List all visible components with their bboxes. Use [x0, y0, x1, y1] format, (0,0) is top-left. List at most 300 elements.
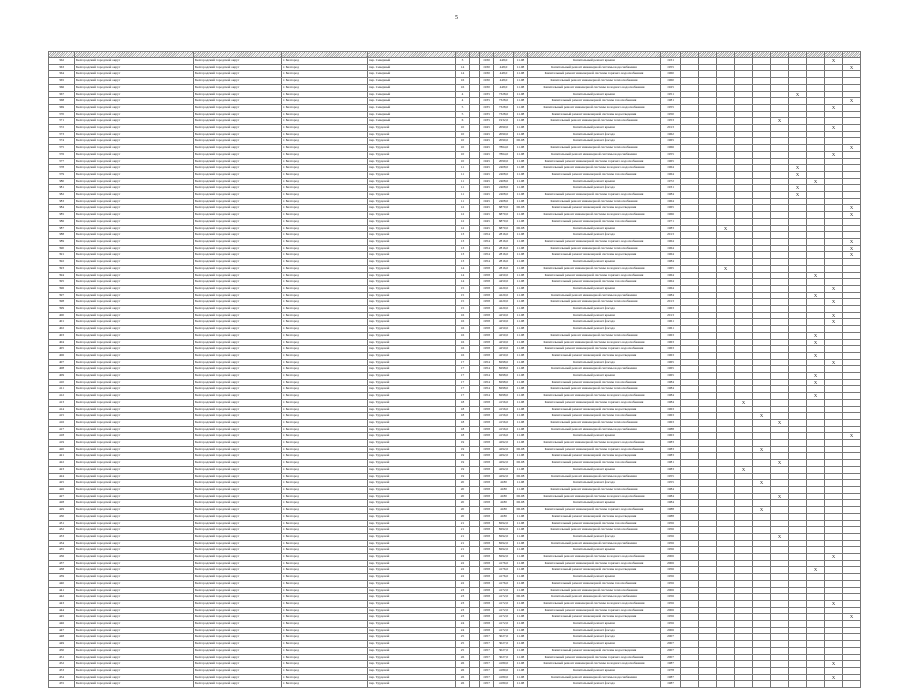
mark-cell	[681, 285, 699, 292]
table-cell: Капитальный ремонт фасада	[528, 627, 661, 634]
table-cell	[470, 84, 480, 91]
table-cell: 436	[49, 554, 75, 561]
table-cell: г. Белгород	[282, 218, 368, 225]
mark-cell	[681, 373, 699, 380]
mark-cell	[681, 607, 699, 614]
table-cell: 416	[49, 419, 75, 426]
table-cell: 19	[456, 473, 470, 480]
table-cell: 11.08	[514, 513, 528, 520]
table-cell: 427	[49, 493, 75, 500]
mark-cell	[699, 386, 717, 393]
table-cell	[470, 245, 480, 252]
mark-cell	[771, 560, 789, 567]
table-cell: 23	[456, 614, 470, 621]
mark-cell	[699, 212, 717, 219]
table-cell: Белгородский городской округ	[75, 171, 194, 178]
table-cell	[470, 111, 480, 118]
table-cell: пер. Трудовой	[368, 460, 456, 467]
table-cell: Белгородский городской округ	[194, 413, 282, 420]
table-cell	[470, 218, 480, 225]
mark-cell	[843, 379, 861, 386]
mark-cell	[843, 225, 861, 232]
table-cell: 1954	[480, 393, 494, 400]
table-cell: 25	[456, 647, 470, 654]
table-cell: Белгородский городской округ	[75, 647, 194, 654]
mark-cell	[699, 667, 717, 674]
mark-cell	[699, 621, 717, 628]
mark-cell: X	[717, 265, 735, 272]
mark-cell	[753, 560, 771, 567]
table-cell: 7864,0	[494, 151, 514, 158]
mark-cell	[843, 641, 861, 648]
table-cell	[470, 78, 480, 85]
mark-cell: X	[717, 225, 735, 232]
table-cell: 1945	[480, 151, 494, 158]
mark-cell	[735, 500, 753, 507]
table-cell: Белгородский городской округ	[75, 359, 194, 366]
mark-cell	[735, 346, 753, 353]
table-cell: г. Белгород	[282, 131, 368, 138]
table-cell: Белгородский городской округ	[75, 104, 194, 111]
table-cell: 400	[49, 312, 75, 319]
table-cell: 367	[49, 91, 75, 98]
table-cell	[470, 681, 480, 688]
table-cell	[470, 661, 480, 668]
table-cell: г. Белгород	[282, 64, 368, 71]
table-cell	[470, 440, 480, 447]
table-cell: г. Белгород	[282, 352, 368, 359]
mark-cell: X	[807, 373, 825, 380]
mark-cell: X	[843, 205, 861, 212]
table-cell: Белгородский городской округ	[75, 78, 194, 85]
mark-cell	[717, 607, 735, 614]
table-cell: 1957	[480, 661, 494, 668]
table-cell: Белгородский городской округ	[194, 198, 282, 205]
table-cell	[470, 641, 480, 648]
mark-cell	[843, 554, 861, 561]
table-cell: 06.08	[514, 225, 528, 232]
table-row	[49, 279, 861, 286]
table-cell: 445	[49, 614, 75, 621]
mark-cell	[771, 627, 789, 634]
table-cell: 11.08	[514, 580, 528, 587]
table-cell	[470, 259, 480, 266]
mark-cell	[807, 487, 825, 494]
mark-cell	[735, 574, 753, 581]
mark-cell: X	[771, 533, 789, 540]
mark-cell	[735, 433, 753, 440]
table-cell: 1954	[480, 232, 494, 239]
table-cell: Капитальный ремонт инженерной системы теплоснабжения	[528, 145, 661, 152]
table-cell: Белгородский городской округ	[75, 212, 194, 219]
mark-cell	[753, 151, 771, 158]
mark-cell: X	[789, 192, 807, 199]
table-cell: 376	[49, 151, 75, 158]
table-cell: 1958	[480, 453, 494, 460]
mark-cell	[717, 111, 735, 118]
table-cell: пер. Трудовой	[368, 399, 456, 406]
table-cell: 14	[456, 279, 470, 286]
mark-cell	[789, 466, 807, 473]
table-cell: пер. Северный	[368, 71, 456, 78]
table-cell: 366	[49, 84, 75, 91]
table-cell: Белгородский городской округ	[75, 413, 194, 420]
mark-cell	[807, 661, 825, 668]
table-cell: Белгородский городской округ	[75, 91, 194, 98]
mark-cell	[807, 78, 825, 85]
mark-cell	[717, 352, 735, 359]
table-cell	[470, 359, 480, 366]
table-cell: 06.08	[514, 473, 528, 480]
table-cell: Капитальный ремонт инженерной системы газоснабжения	[528, 171, 661, 178]
mark-cell	[825, 279, 843, 286]
mark-cell	[681, 399, 699, 406]
table-cell: 22	[456, 567, 470, 574]
table-cell: 11.08	[514, 91, 528, 98]
mark-cell	[717, 641, 735, 648]
mark-cell	[681, 480, 699, 487]
mark-cell	[717, 647, 735, 654]
table-cell: 1930	[480, 78, 494, 85]
mark-cell	[789, 232, 807, 239]
table-cell: 6870,0	[494, 225, 514, 232]
table-cell: 13	[456, 232, 470, 239]
table-cell: Белгородский городской округ	[194, 373, 282, 380]
mark-cell	[753, 71, 771, 78]
mark-cell: X	[807, 272, 825, 279]
table-cell: 6870,0	[494, 218, 514, 225]
mark-cell: X	[807, 393, 825, 400]
table-cell: пер. Трудовой	[368, 487, 456, 494]
table-cell: 1964	[661, 238, 681, 245]
table-cell: 408	[49, 366, 75, 373]
mark-cell	[807, 218, 825, 225]
table-cell: 2007	[661, 641, 681, 648]
table-cell: Белгородский городской округ	[75, 64, 194, 71]
mark-cell	[681, 192, 699, 199]
table-cell: Белгородский городской округ	[194, 185, 282, 192]
table-cell: 1958	[480, 540, 494, 547]
mark-cell	[699, 533, 717, 540]
table-cell: г. Белгород	[282, 171, 368, 178]
table-cell: 1931	[661, 58, 681, 65]
mark-cell	[843, 647, 861, 654]
table-cell	[470, 98, 480, 105]
mark-cell	[771, 674, 789, 681]
mark-cell	[717, 252, 735, 259]
mark-cell	[717, 366, 735, 373]
table-cell: 374	[49, 138, 75, 145]
table-cell: 454	[49, 674, 75, 681]
table-row	[49, 681, 861, 688]
table-cell	[470, 198, 480, 205]
mark-cell	[825, 245, 843, 252]
mark-cell	[807, 607, 825, 614]
mark-cell	[699, 78, 717, 85]
table-cell: 1958	[480, 426, 494, 433]
table-cell: Капитальный ремонт инженерной системы водоотведения	[528, 614, 661, 621]
table-cell	[470, 554, 480, 561]
table-cell: Капитальный ремонт инженерной системы холодного водоснабжения	[528, 554, 661, 561]
table-cell: 11.08	[514, 292, 528, 299]
table-cell: Белгородский городской округ	[75, 98, 194, 105]
table-cell: Белгородский городской округ	[194, 647, 282, 654]
table-cell: 1961	[661, 326, 681, 333]
table-cell: 2816,0	[494, 245, 514, 252]
mark-cell	[771, 64, 789, 71]
table-cell: Белгородский городской округ	[194, 641, 282, 648]
table-cell: 1963	[661, 346, 681, 353]
table-cell	[470, 272, 480, 279]
mark-cell	[735, 406, 753, 413]
table-cell: Белгородский городской округ	[75, 118, 194, 125]
table-cell	[470, 279, 480, 286]
table-cell	[470, 654, 480, 661]
mark-cell	[825, 379, 843, 386]
table-row	[49, 386, 861, 393]
mark-cell	[843, 259, 861, 266]
mark-cell	[681, 111, 699, 118]
mark-cell	[717, 171, 735, 178]
mark-cell	[699, 58, 717, 65]
table-cell: 11.08	[514, 627, 528, 634]
table-cell: 11.08	[514, 661, 528, 668]
table-cell: Белгородский городской округ	[75, 567, 194, 574]
mark-cell	[771, 527, 789, 534]
mark-cell	[681, 453, 699, 460]
table-cell: 21	[456, 540, 470, 547]
table-cell: г. Белгород	[282, 192, 368, 199]
table-cell: пер. Трудовой	[368, 366, 456, 373]
table-cell: 14	[456, 64, 470, 71]
table-cell: Белгородский городской округ	[75, 480, 194, 487]
table-cell: Капитальный ремонт фасада	[528, 319, 661, 326]
mark-cell	[717, 466, 735, 473]
table-cell: 455	[49, 681, 75, 688]
mark-cell	[807, 574, 825, 581]
table-cell	[470, 574, 480, 581]
mark-cell	[843, 171, 861, 178]
table-cell: 2090,0	[494, 125, 514, 132]
mark-cell	[753, 406, 771, 413]
mark-cell	[753, 466, 771, 473]
table-cell: Белгородский городской округ	[75, 111, 194, 118]
table-cell: Белгородский городской округ	[194, 306, 282, 313]
table-cell: 11.08	[514, 326, 528, 333]
table-cell: пер. Трудовой	[368, 306, 456, 313]
mark-cell	[735, 306, 753, 313]
mark-cell: X	[843, 238, 861, 245]
mark-cell	[807, 406, 825, 413]
table-cell: Белгородский городской округ	[194, 607, 282, 614]
table-cell: 11.08	[514, 64, 528, 71]
mark-cell	[717, 453, 735, 460]
table-cell: пер. Трудовой	[368, 171, 456, 178]
mark-cell	[717, 379, 735, 386]
table-cell: Капитальный ремонт фасада	[528, 480, 661, 487]
mark-cell	[735, 480, 753, 487]
table-cell: Белгородский городской округ	[75, 312, 194, 319]
table-cell	[470, 252, 480, 259]
table-cell: 1954	[480, 373, 494, 380]
table-cell: 4172,0	[494, 594, 514, 601]
table-cell: Белгородский городской округ	[194, 145, 282, 152]
mark-cell	[717, 661, 735, 668]
mark-cell	[789, 453, 807, 460]
table-cell: 11.08	[514, 614, 528, 621]
table-row	[49, 225, 861, 232]
mark-cell	[699, 466, 717, 473]
table-cell: Белгородский городской округ	[194, 399, 282, 406]
mark-cell	[843, 426, 861, 433]
mark-cell	[789, 359, 807, 366]
table-cell: 434	[49, 540, 75, 547]
table-row	[49, 212, 861, 219]
table-cell: 11.08	[514, 78, 528, 85]
mark-cell	[735, 138, 753, 145]
table-cell: 1958	[480, 399, 494, 406]
table-cell: 423	[49, 466, 75, 473]
mark-cell	[699, 426, 717, 433]
table-cell: 365	[49, 78, 75, 85]
mark-cell	[681, 433, 699, 440]
mark-cell	[789, 527, 807, 534]
table-cell: Белгородский городской округ	[194, 205, 282, 212]
mark-cell	[753, 373, 771, 380]
mark-cell	[699, 111, 717, 118]
table-cell: 11	[456, 171, 470, 178]
mark-cell	[681, 232, 699, 239]
mark-cell	[735, 654, 753, 661]
table-cell: Капитальный ремонт инженерной системы газоснабжения	[528, 279, 661, 286]
mark-cell	[825, 339, 843, 346]
mark-cell	[717, 473, 735, 480]
table-cell: 6	[456, 118, 470, 125]
table-cell	[470, 453, 480, 460]
mark-cell	[681, 332, 699, 339]
table-cell: Белгородский городской округ	[194, 346, 282, 353]
mark-cell	[681, 238, 699, 245]
table-cell: 1930	[480, 71, 494, 78]
mark-cell	[699, 198, 717, 205]
table-cell: 06.08	[514, 500, 528, 507]
table-cell	[470, 346, 480, 353]
table-cell: Капитальный ремонт инженерной системы теплоснабжения	[528, 78, 661, 85]
table-cell: Белгородский городской округ	[75, 84, 194, 91]
table-cell: Белгородский городской округ	[194, 178, 282, 185]
mark-cell	[807, 473, 825, 480]
mark-cell	[843, 473, 861, 480]
mark-cell	[807, 285, 825, 292]
mark-cell	[807, 192, 825, 199]
table-cell: Капитальный ремонт инженерной системы водоотведения	[528, 647, 661, 654]
table-cell: г. Белгород	[282, 285, 368, 292]
table-row	[49, 299, 861, 306]
mark-cell	[825, 480, 843, 487]
mark-cell	[843, 621, 861, 628]
table-cell: 4220,0	[494, 285, 514, 292]
table-cell: 1935	[480, 91, 494, 98]
table-cell: 390	[49, 245, 75, 252]
mark-cell	[699, 332, 717, 339]
table-row	[49, 84, 861, 91]
table-cell: Белгородский городской округ	[75, 654, 194, 661]
mark-cell	[807, 118, 825, 125]
table-cell: пер. Трудовой	[368, 446, 456, 453]
table-cell: 1963	[661, 306, 681, 313]
table-cell: Белгородский городской округ	[194, 366, 282, 373]
mark-cell	[699, 433, 717, 440]
mark-cell	[807, 71, 825, 78]
table-cell: 11.08	[514, 540, 528, 547]
mark-cell	[681, 520, 699, 527]
table-cell: г. Белгород	[282, 634, 368, 641]
mark-cell	[825, 647, 843, 654]
table-cell: Белгородский городской округ	[194, 460, 282, 467]
table-cell: 1988	[661, 426, 681, 433]
table-cell: 1958	[480, 574, 494, 581]
table-cell: 19	[456, 466, 470, 473]
mark-cell	[699, 641, 717, 648]
mark-cell	[717, 185, 735, 192]
mark-cell: X	[843, 98, 861, 105]
mark-cell	[735, 185, 753, 192]
table-cell: 4180,0	[494, 667, 514, 674]
mark-cell	[735, 178, 753, 185]
table-cell: 4172,0	[494, 587, 514, 594]
mark-cell	[771, 621, 789, 628]
table-cell: Белгородский городской округ	[194, 574, 282, 581]
mark-cell	[681, 104, 699, 111]
mark-cell	[699, 292, 717, 299]
table-cell: Капитальный ремонт фасада	[528, 131, 661, 138]
table-cell: 4156,0	[494, 413, 514, 420]
table-cell: 4250,0	[494, 326, 514, 333]
table-cell: Капитальный ремонт инженерной системы холодного водоснабжения	[528, 212, 661, 219]
mark-cell	[843, 446, 861, 453]
table-cell: Белгородский городской округ	[75, 440, 194, 447]
mark-cell	[735, 647, 753, 654]
mark-cell	[681, 446, 699, 453]
mark-cell	[753, 58, 771, 65]
mark-cell	[717, 205, 735, 212]
table-cell: Капитальный ремонт инженерной системы водоснабжения	[528, 151, 661, 158]
mark-cell	[735, 560, 753, 567]
table-cell: г. Белгород	[282, 393, 368, 400]
mark-cell	[789, 366, 807, 373]
mark-cell	[735, 118, 753, 125]
table-cell	[470, 131, 480, 138]
table-cell: 18	[456, 413, 470, 420]
mark-cell	[789, 386, 807, 393]
mark-cell	[681, 674, 699, 681]
table-cell: Капитальный ремонт крыши	[528, 433, 661, 440]
mark-cell	[789, 225, 807, 232]
mark-cell	[771, 232, 789, 239]
mark-cell	[771, 285, 789, 292]
table-cell: 1961	[661, 319, 681, 326]
table-cell: 412	[49, 393, 75, 400]
mark-cell	[825, 332, 843, 339]
table-cell: г. Белгород	[282, 466, 368, 473]
table-cell: Белгородский городской округ	[75, 232, 194, 239]
mark-cell	[681, 641, 699, 648]
mark-cell	[753, 500, 771, 507]
table-cell: Белгородский городской округ	[194, 64, 282, 71]
table-cell: Белгородский городской округ	[75, 580, 194, 587]
table-cell: 11.08	[514, 84, 528, 91]
mark-cell: X	[825, 312, 843, 319]
